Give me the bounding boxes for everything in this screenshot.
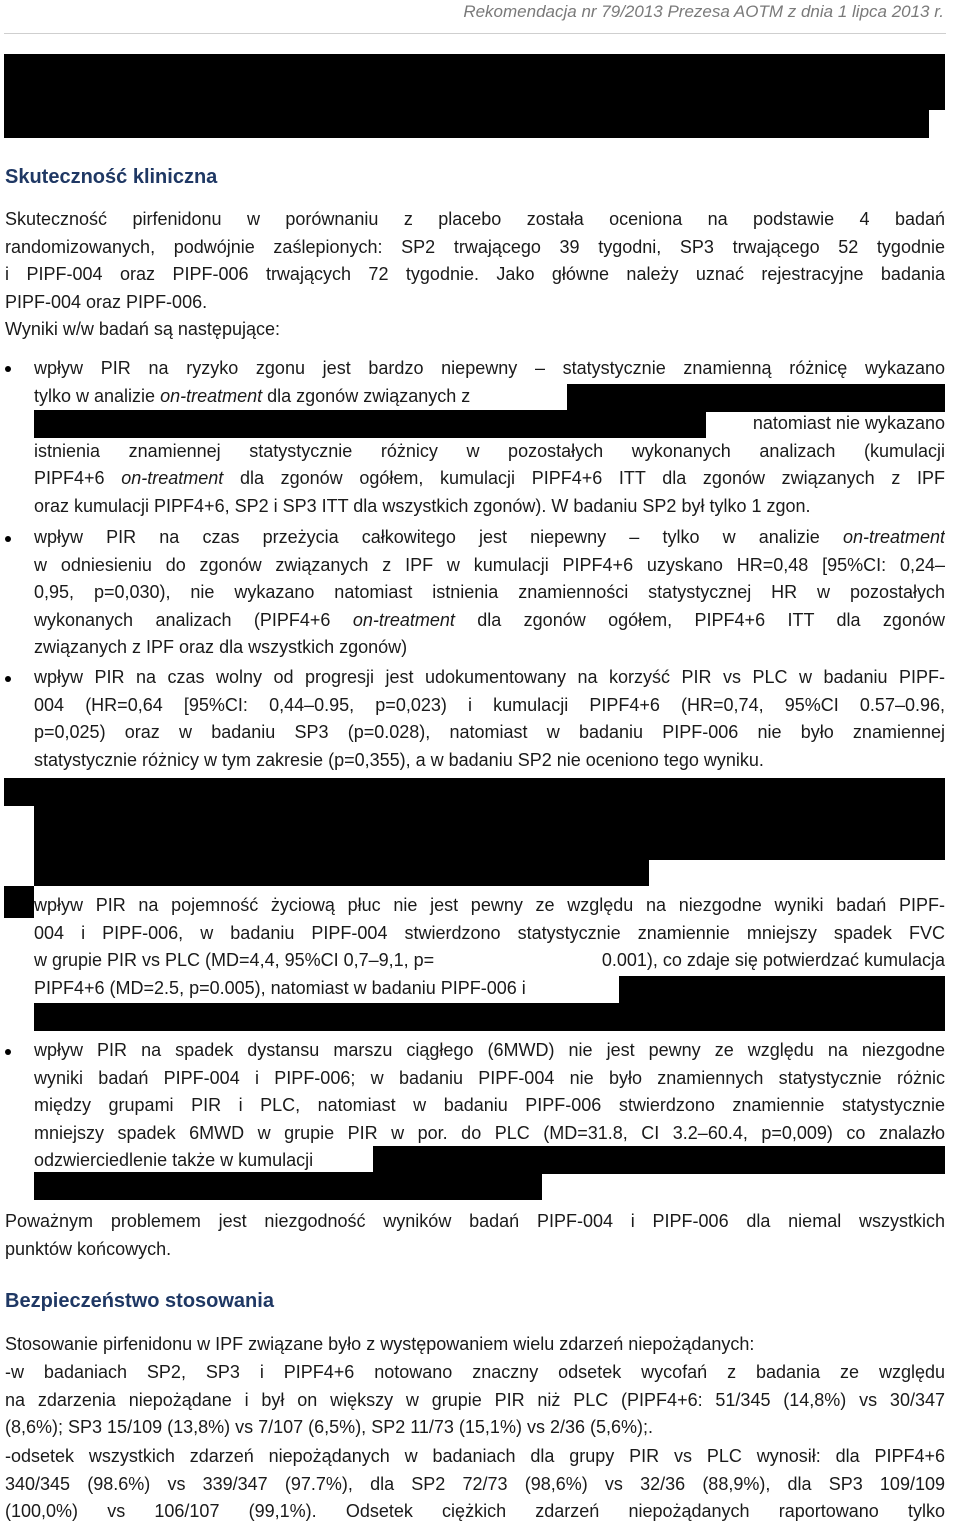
text-line: PIPF4+6 (MD=2.5, p=0.005), natomiast w badaniu PIPF-006 i: [34, 977, 526, 998]
text-line: i PIPF-004 oraz PIPF-006 trwających 72 tygodnie. Jako główne należy uznać rejestracyjne badania: [5, 264, 945, 284]
italic-term: on-treatment: [352, 609, 455, 630]
text-line: związanych z IPF oraz dla wszystkich zgonów): [34, 637, 408, 657]
results-intro: Wyniki w/w badań są następujące:: [5, 319, 280, 339]
redaction-block: [34, 410, 706, 438]
text-line: 0,95, p=0,030), nie wykazano natomiast istnienia znamienności statystycznej HR w pozostałych: [34, 582, 945, 602]
bullet-dot: [5, 536, 11, 542]
text-fragment: tylko w analizie: [34, 385, 161, 406]
redaction-block: [34, 1003, 945, 1031]
text-line: odzwierciedlenie także w kumulacji: [34, 1150, 314, 1170]
italic-term: on-treatment: [842, 527, 945, 547]
text-fragment: dla zgonów ogółem, PIPF4+6 ITT dla zgonów: [454, 609, 945, 630]
text-line: -w badaniach SP2, SP3 i PIPF4+6 notowano znaczny odsetek wycofań z badania ze względu: [5, 1362, 945, 1382]
text-line: p=0,025) oraz w badaniu SP3 (p=0.028), natomiast w badaniu PIPF-006 nie było znamiennej: [34, 722, 945, 742]
text-fragment: PIPF4+6: [34, 468, 122, 488]
text-line: oraz kumulacji PIPF4+6, SP2 i SP3 ITT dla wszystkich zgonów). W badaniu SP2 był tylko 1 zgon.: [34, 495, 811, 516]
safety-intro: Stosowanie pirfenidonu w IPF związane było z występowaniem wielu zdarzeń niepożądanych:: [5, 1334, 755, 1354]
text-line: wpływ PIR na spadek dystansu marszu ciągłego (6MWD) nie jest pewny ze względu na niezgodne: [34, 1040, 945, 1060]
section-heading-efficacy: Skuteczność kliniczna: [5, 166, 218, 188]
document-header: Rekomendacja nr 79/2013 Prezesa AOTM z dnia 1 lipca 2013 r.: [463, 2, 944, 21]
redaction-block: [4, 108, 929, 138]
bullet-dot: [5, 366, 11, 372]
redaction-block: [4, 886, 34, 918]
bullet-dot: [5, 676, 11, 682]
text-line: 004 (HR=0,64 [95%CI: 0,44–0.95, p=0,023) i kumulacji PIPF4+6 (HR=0,74, 95%CI 0.57–0.96,: [34, 694, 945, 715]
text-fragment: w grupie PIR vs PLC (MD=4,4, 95%CI 0,7–9,1, p=: [34, 950, 435, 970]
text-line: wpływ PIR na czas wolny od progresji jest udokumentowany na korzyść PIR vs PLC w badaniu PIPF-: [34, 667, 945, 687]
section-heading-safety: Bezpieczeństwo stosowania: [5, 1290, 274, 1312]
text-line: Poważnym problemem jest niezgodność wyników badań PIPF-004 i PIPF-006 dla niemal wszystkich: [5, 1211, 945, 1231]
italic-term: on-treatment: [160, 385, 263, 406]
efficacy-intro-paragraph: [5, 206, 945, 316]
conclusion-paragraph: [5, 1208, 945, 1263]
text-line: [34, 607, 945, 635]
safety-withdrawals-paragraph: [5, 1359, 945, 1442]
text-fragment: 0.001), co zdaje się potwierdzać kumulacja: [601, 950, 945, 970]
text-fragment: dla zgonów ogółem, kumulacji PIPF4+6 ITT dla zgonów związanych z IPF: [223, 468, 945, 488]
text-line: wpływ PIR na ryzyko zgonu jest bardzo niepewny – statystycznie znamienną różnicę wykazano: [34, 358, 945, 378]
list-item-overall-survival: [34, 524, 945, 662]
text-fragment: dla zgonów związanych z: [262, 385, 471, 406]
text-line: statystycznie różnicy w tym zakresie (p=0,355), a w badaniu SP2 nie oceniono tego wyniku.: [34, 749, 764, 770]
redaction-block: [34, 804, 945, 860]
text-line: [34, 465, 945, 493]
text-line: Skuteczność pirfenidonu w porównaniu z placebo została oceniona na podstawie 4 badań: [5, 209, 945, 229]
redaction-block: [373, 1146, 945, 1174]
text-line: mniejszy spadek 6MWD w grupie PIR w por. do PLC (MD=31.8, CI 3.2–60.4, p=0,009) co znalazło: [34, 1122, 945, 1143]
italic-term: on-treatment: [121, 468, 224, 488]
text-fragment: wpływ PIR na czas przeżycia całkowitego jest niepewny – tylko w analizie: [34, 527, 843, 547]
text-line: na zdarzenia niepożądane i był on większy w grupie PIR niż PLC (PIPF4+6: 51/345 (14,8%) vs 30/347: [5, 1389, 945, 1410]
text-line: punktów końcowych.: [5, 1238, 172, 1259]
safety-adverse-events-paragraph: [5, 1443, 945, 1526]
redaction-block: [567, 384, 945, 412]
text-line: wyniki badań PIPF-004 i PIPF-006; w badaniu PIPF-004 nie było znamiennych statystycznie różnic: [34, 1067, 945, 1088]
text-line: randomizowanych, podwójnie zaślepionych: SP2 trwającego 39 tygodni, SP3 trwającego 52 tygodnie: [5, 236, 945, 257]
list-item-progression-free: [34, 664, 945, 774]
text-line: [34, 524, 945, 552]
text-line: między grupami PIR i PLC, natomiast w badaniu PIPF-006 stwierdzono znamiennie statystycznie: [34, 1095, 945, 1115]
text-line: PIPF-004 oraz PIPF-006.: [5, 291, 208, 312]
redaction-block: [34, 1172, 542, 1200]
text-line: istnienia znamiennej statystycznie różnicy w pozostałych wykonanych analizach (kumulacji: [34, 440, 945, 461]
text-line: -odsetek wszystkich zdarzeń niepożądanych w badaniach dla grupy PIR vs PLC wynosił: dla PIPF4+6: [5, 1446, 945, 1466]
text-line: wpływ PIR na pojemność życiową płuc nie jest pewny ze względu na niezgodne wyniki badań PIPF-: [34, 895, 945, 915]
header-divider: [4, 33, 946, 34]
redaction-block: [4, 778, 945, 806]
redaction-block: [34, 858, 649, 886]
text-line: [34, 947, 945, 975]
text-line: w odniesieniu do zgonów związanych z IPF w kumulacji PIPF4+6 uzyskano HR=0,48 [95%CI: 0,24–: [34, 554, 945, 575]
text-line: 340/345 (98.6%) vs 339/347 (97.7%), dla SP2 72/73 (98,6%) vs 32/36 (88,9%), dla SP3 109/109: [5, 1473, 945, 1494]
text-line: (8,6%); SP3 15/109 (13,8%) vs 7/107 (6,5%), SP2 11/73 (15,1%) vs 2/36 (5,6%);.: [5, 1417, 653, 1437]
bullet-dot: [5, 1049, 11, 1055]
text-line: natomiast nie wykazano: [752, 413, 945, 433]
redaction-block: [619, 976, 945, 1004]
text-line: 004 i PIPF-006, w badaniu PIPF-004 stwierdzono statystycznie znamiennie mniejszy spadek FVC: [34, 922, 945, 943]
text-line: (100,0%) vs 106/107 (99,1%). Odsetek ciężkich zdarzeń niepożądanych raportowano tylko: [5, 1501, 945, 1521]
redaction-block: [4, 54, 945, 110]
text-fragment: wykonanych analizach (PIPF4+6: [34, 609, 353, 630]
